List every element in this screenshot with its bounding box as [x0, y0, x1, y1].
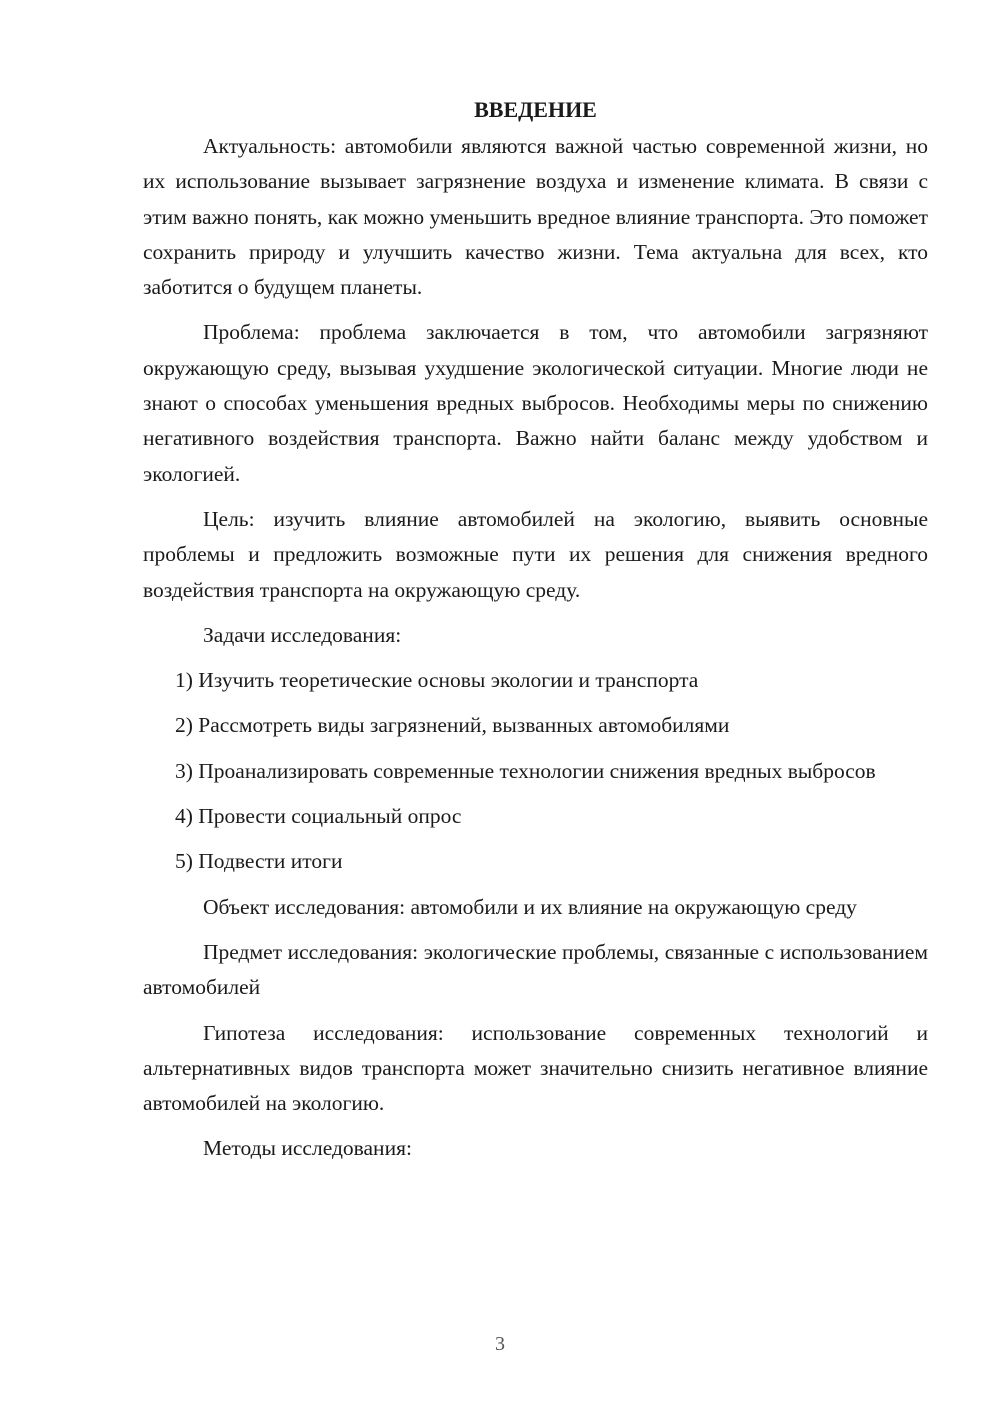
research-subject-paragraph: Предмет исследования: экологические проблемы, связанные с использованием автомобилей	[143, 939, 928, 1000]
document-page	[143, 92, 928, 1177]
problem-paragraph: Проблема: проблема заключается в том, что автомобили загрязняют окружающую среду, вызывая ухудшение экологической ситуации. Многие люди не знают о способах уменьшения вредных выбросов. Необходимы меры по снижению негативного воздействия транспорта. Важно найти баланс между удобством и экологией.	[143, 320, 928, 486]
methods-heading: Методы исследования:	[203, 1136, 412, 1161]
task-item: 5) Подвести итоги	[175, 849, 343, 874]
relevance-paragraph: Актуальность: автомобили являются важной частью современной жизни, но их использование вызывает загрязнение воздуха и изменение климата. В связи с этим важно понять, как можно уменьшить вредное влияние транспорта. Это поможет сохранить природу и улучшить качество жизни. Тема актуальна для всех, кто заботится о будущем планеты.	[143, 134, 928, 300]
tasks-heading: Задачи исследования:	[203, 622, 402, 647]
task-item: 1) Изучить теоретические основы экологии и транспорта	[175, 668, 699, 693]
task-item: 4) Провести социальный опрос	[175, 804, 462, 829]
hypothesis-paragraph: Гипотеза исследования: использование современных технологий и альтернативных видов транспорта может значительно снизить негативное влияние автомобилей на экологию.	[143, 1020, 928, 1116]
goal-paragraph: Цель: изучить влияние автомобилей на экологию, выявить основные проблемы и предложить возможные пути их решения для снижения вредного воздействия транспорта на окружающую среду.	[143, 506, 928, 602]
task-item: 3) Проанализировать современные технологии снижения вредных выбросов	[175, 758, 876, 783]
page-number: 3	[495, 1333, 505, 1355]
page-title: ВВЕДЕНИЕ	[474, 97, 597, 122]
research-object-paragraph: Объект исследования: автомобили и их влияние на окружающую среду	[203, 894, 857, 919]
task-item: 2) Рассмотреть виды загрязнений, вызванных автомобилями	[175, 713, 730, 738]
